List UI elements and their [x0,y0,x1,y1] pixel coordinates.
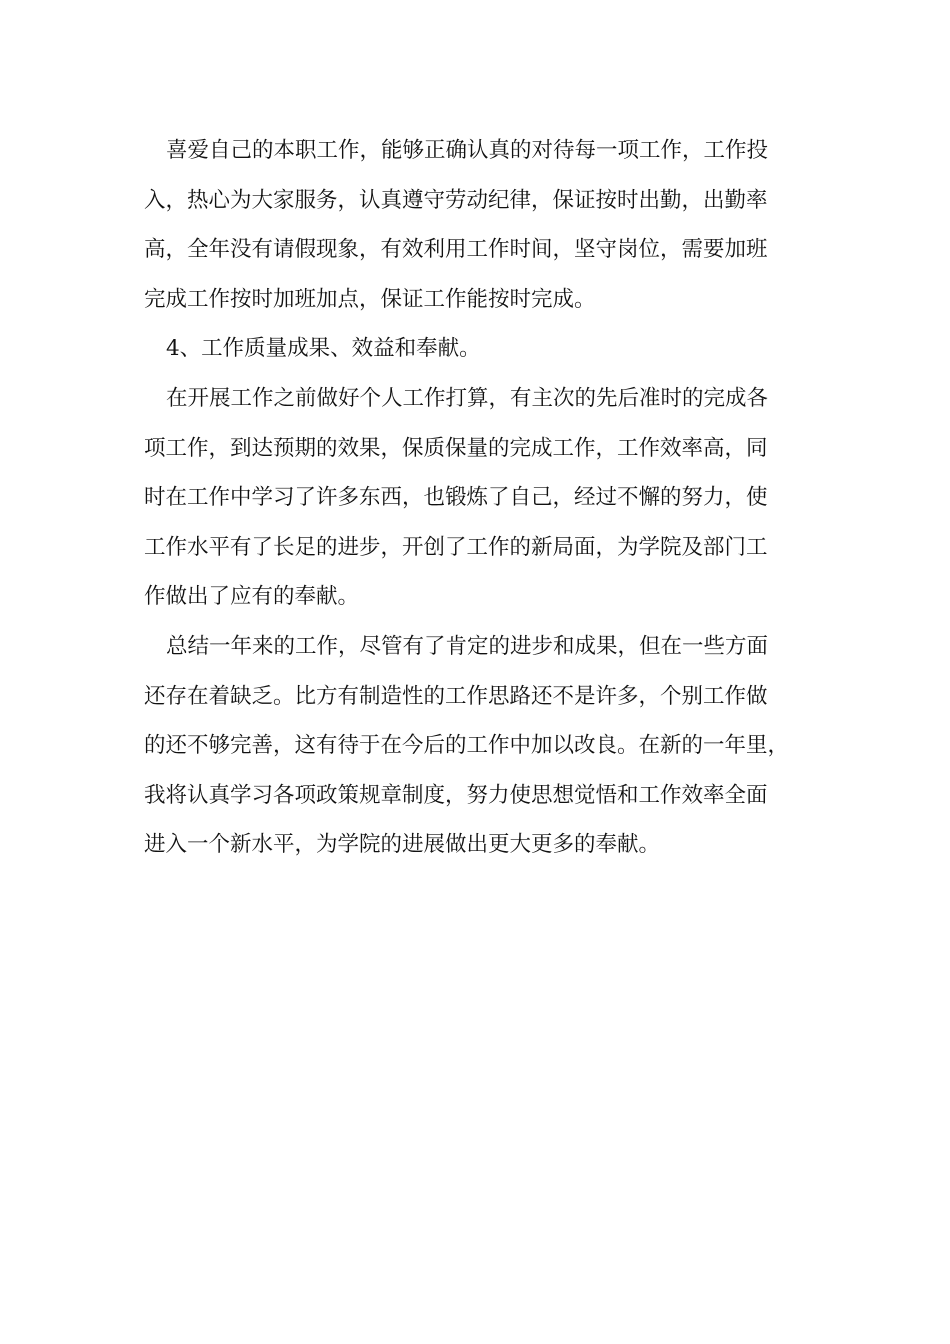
paragraph-line: 的还不够完善，这有待于在今后的工作中加以改良。在新的一年里， [144,733,790,759]
section-heading: 4、工作质量成果、效益和奉献。 [166,336,481,362]
paragraph-line: 喜爱自己的本职工作，能够正确认真的对待每一项工作，工作投 [166,138,769,163]
paragraph-line: 高，全年没有请假现象，有效利用工作时间，坚守岗位，需要加班 [144,237,768,263]
paragraph-line: 总结一年来的工作，尽管有了肯定的进步和成果，但在一些方面 [166,633,769,659]
section-heading-4 [144,324,834,374]
paragraph-line: 入，热心为大家服务，认真遵守劳动纪律，保证按时出勤，出勤率 [144,187,768,213]
paragraph-work-attitude [144,126,834,324]
paragraph-line: 在开展工作之前做好个人工作打算，有主次的先后准时的完成各 [166,385,769,411]
paragraph-line: 我将认真学习各项政策规章制度，努力使思想觉悟和工作效率全面 [144,782,768,808]
paragraph-line: 进入一个新水平，为学院的进展做出更大更多的奉献。 [144,832,661,858]
paragraph-work-quality [144,374,834,622]
paragraph-line: 工作水平有了长足的进步，开创了工作的新局面，为学院及部门工 [144,534,768,560]
paragraph-line: 完成工作按时加班加点，保证工作能按时完成。 [144,286,596,312]
document-body [144,126,834,870]
paragraph-line: 还存在着缺乏。比方有制造性的工作思路还不是许多，个别工作做 [144,683,768,709]
paragraph-line: 项工作，到达预期的效果，保质保量的完成工作，工作效率高，同 [144,435,768,461]
paragraph-line: 时在工作中学习了许多东西，也锻炼了自己，经过不懈的努力，使 [144,485,768,511]
paragraph-summary [144,622,834,870]
paragraph-line: 作做出了应有的奉献。 [144,584,360,610]
